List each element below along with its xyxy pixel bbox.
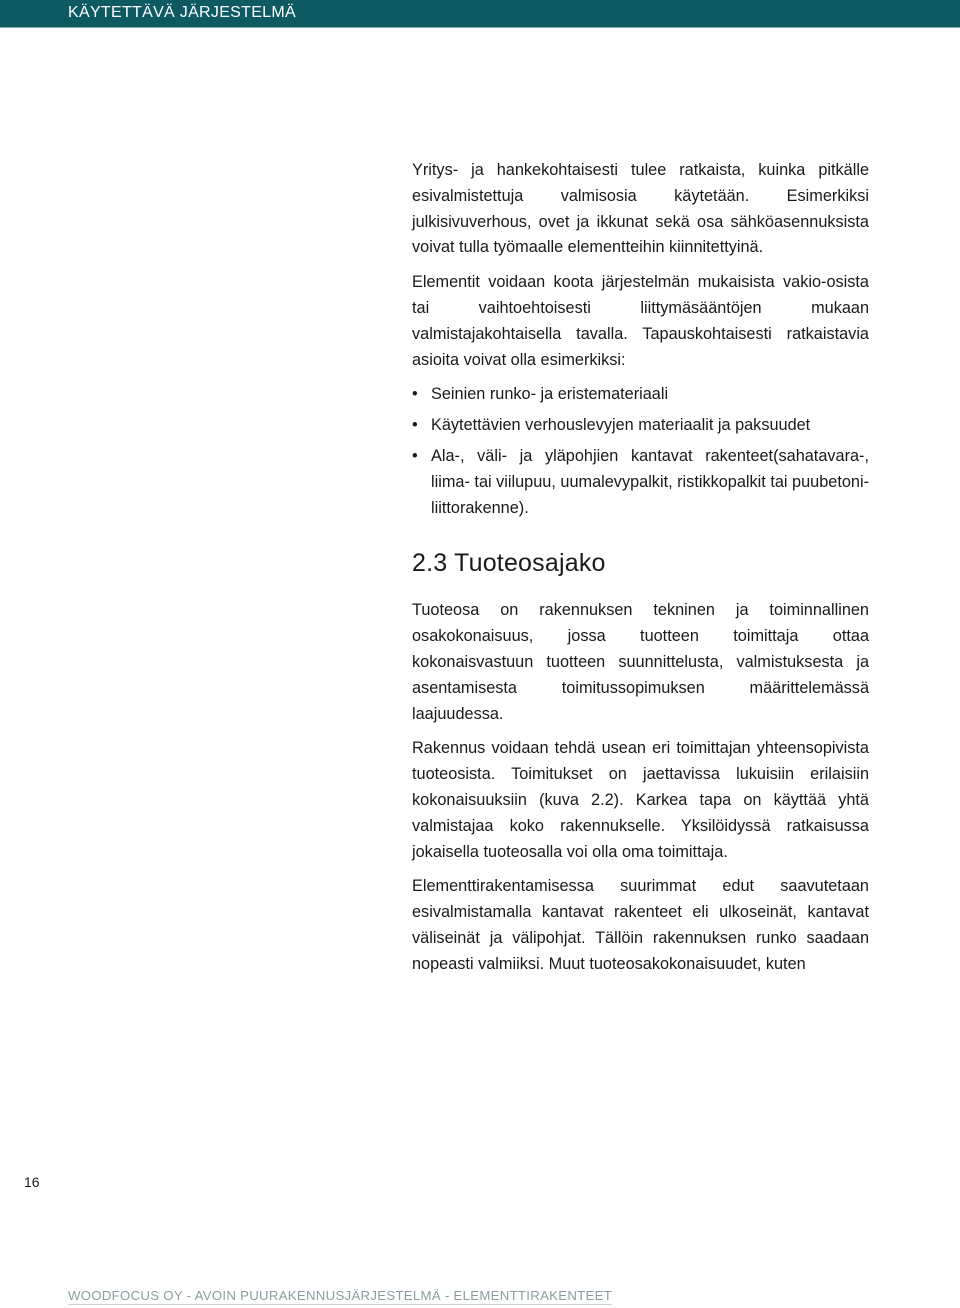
paragraph-4: Rakennus voidaan tehdä usean eri toimittajan yhteensopivista tuoteosista. Toimitukset on jaettavissa lukuisiin erilaisiin kokonaisuuksiin (kuva 2.2). Karkea tapa on käyttää yhtä valmistajaa koko rakennukselle. Yksilöidyssä ratkaisussa jokaisella tuoteosalla voi olla oma toimittaja. (412, 739, 869, 861)
list-item-text: Käytettävien verhouslevyjen materiaalit ja paksuudet (431, 416, 811, 435)
page-number: 16 (24, 1174, 40, 1190)
bullet-icon: • (412, 446, 418, 465)
main-column (412, 158, 869, 987)
paragraph-1: Yritys- ja hankekohtaisesti tulee ratkaista, kuinka pitkälle esivalmistettuja valmisosia käytetään. Esimerkiksi julkisivuverhous, ovet ja ikkunat sekä osa sähköasennuksista voivat tulla työmaalle elementteihin kiinnitettyinä. (412, 161, 869, 257)
list-item (412, 444, 869, 521)
list-item (412, 413, 869, 439)
list-item (412, 382, 869, 408)
header-bar (0, 0, 960, 28)
paragraph-2: Elementit voidaan koota järjestelmän mukaisista vakio-osista tai vaihtoehtoisesti liittymäsääntöjen mukaan valmistajakohtaisella tavalla. Tapauskohtaisesti ratkaistavia asioita voivat olla esimerkiksi: (412, 273, 869, 369)
header-title: KÄYTETTÄVÄ JÄRJESTELMÄ (68, 4, 296, 21)
paragraph-3: Tuoteosa on rakennuksen tekninen ja toiminnallinen osakokonaisuus, jossa tuotteen toimittaja ottaa kokonaisvastuun tuotteen suunnittelusta, valmistuksesta ja asentamisesta toimitussopimuksen määrittelemässä laajuudessa. (412, 601, 869, 723)
bullet-icon: • (412, 416, 418, 435)
list-item-text: Ala-, väli- ja yläpohjien kantavat rakenteet(sahatavara-, liima- tai viilupuu, uumalevypalkit, ristikkopalkit tai puubetoni-liittorakenne). (431, 446, 869, 517)
bullet-icon: • (412, 385, 418, 404)
bullet-list (412, 382, 869, 521)
paragraph-5: Elementtirakentamisessa suurimmat edut saavutetaan esivalmistamalla kantavat rakenteet eli ulkoseinät, kantavat väliseinät ja välipohjat. Tällöin rakennuksen runko saadaan nopeasti valmiiksi. Muut tuoteosakokonaisuudet, kuten (412, 877, 869, 973)
list-item-text: Seinien runko- ja eristemateriaali (431, 385, 669, 404)
section-heading: 2.3 Tuoteosajako (412, 549, 606, 578)
footer-text: WOODFOCUS OY - AVOIN PUURAKENNUSJÄRJESTELMÄ - ELEMENTTIRAKENTEET (68, 1288, 613, 1303)
